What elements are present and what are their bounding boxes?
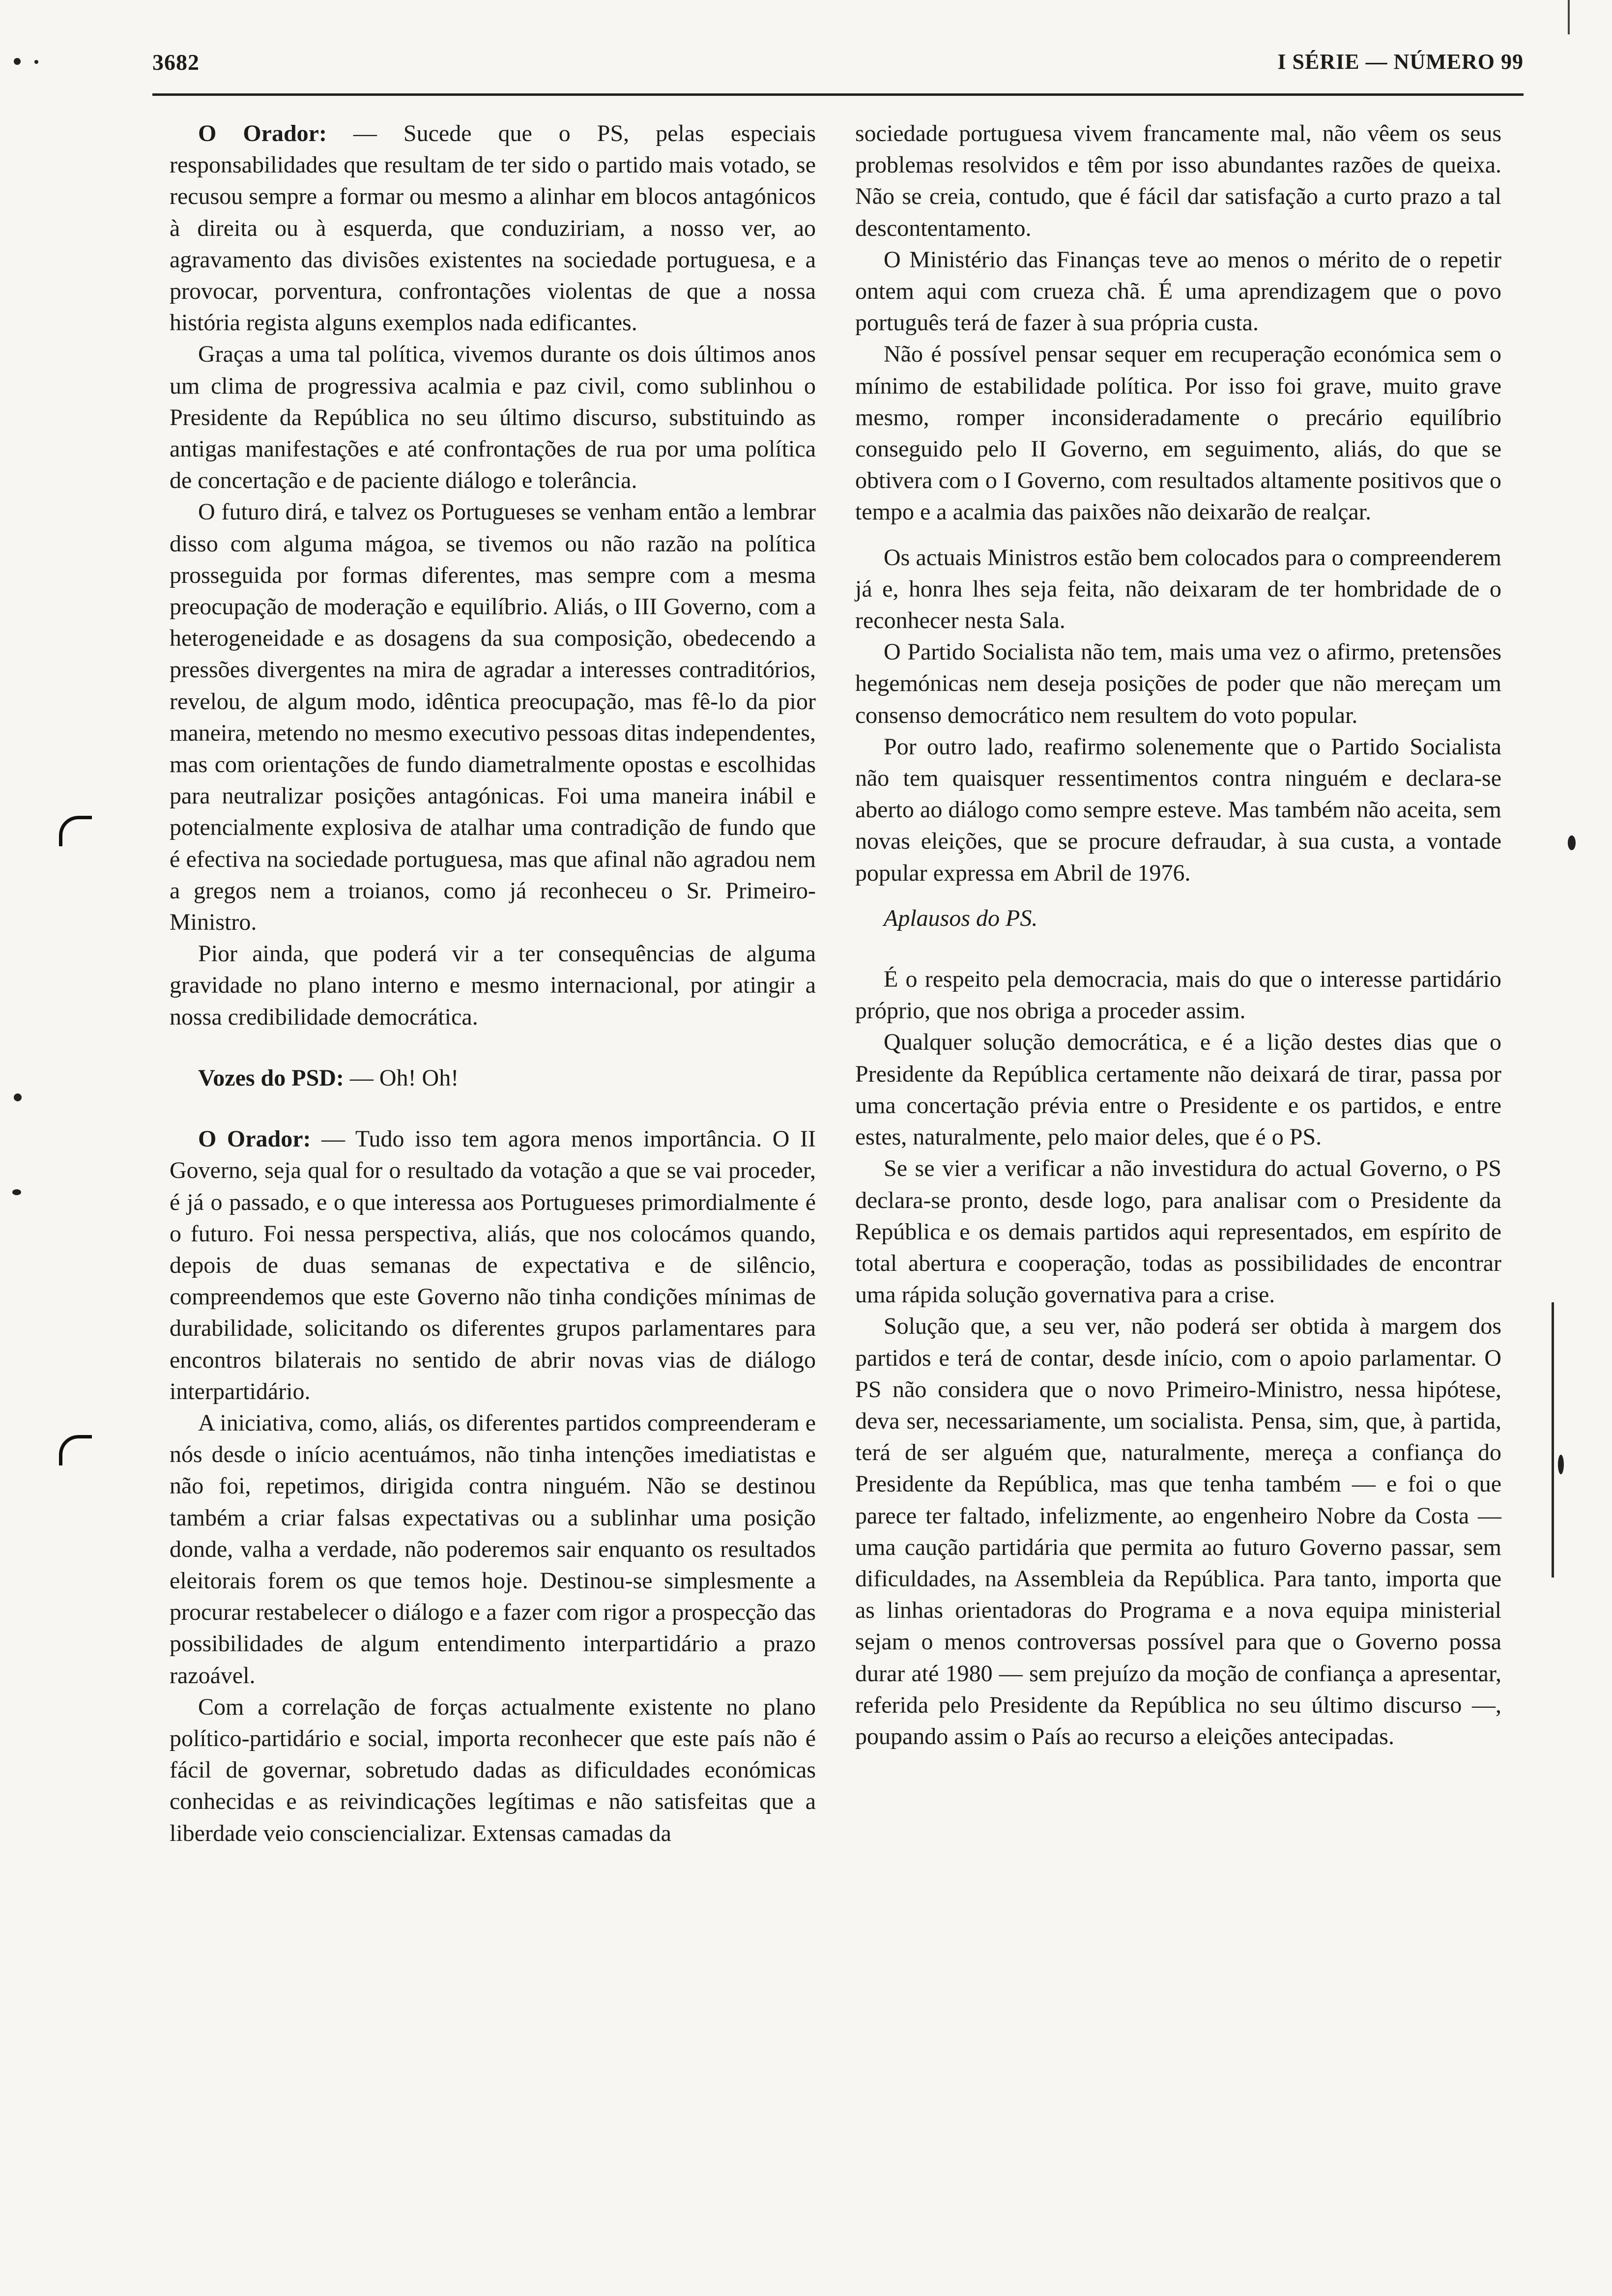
margin-dot: [12, 1189, 21, 1195]
paragraph: [855, 542, 1501, 637]
margin-dot: [14, 1093, 22, 1101]
paragraph: [855, 1027, 1501, 1153]
paragraph: [170, 938, 816, 1033]
paragraph: [855, 1153, 1501, 1311]
paragraph: [170, 1062, 816, 1094]
paragraph: [170, 339, 816, 496]
paragraph-text: sociedade portuguesa vivem francamente mal, não vêem os seus problemas resolvidos e têm por isso abundantes razões de queixa. Não se creia, contudo, que é fácil dar satisfação a curto prazo a tal descontentamento.: [855, 120, 1501, 241]
punch-hole-mark: [59, 816, 92, 846]
punch-hole-mark: [59, 1435, 92, 1465]
margin-dot: [1558, 1455, 1564, 1474]
paragraph: [855, 339, 1501, 528]
paragraph-text: Pior ainda, que poderá vir a ter consequências de alguma gravidade no plano interno e mesmo internacional, por atingir a nossa credibilidade democrática.: [170, 941, 816, 1030]
paragraph-text: Qualquer solução democrática, e é a lição destes dias que o Presidente da República certamente não deixará de tirar, passa por uma concertação prévia entre o Presidente e os partidos, e entre estes, naturalmente, pelo maior deles, que é o PS.: [855, 1029, 1501, 1150]
paragraph-text: — Oh! Oh!: [344, 1064, 459, 1091]
paragraph-text: A iniciativa, como, aliás, os diferentes partidos compreenderam e nós desde o início acentuámos, não tinha intenções imediatistas e não foi, repetimos, dirigida contra ninguém. Não se destinou também a criar falsas expectativas ou a sublinhar uma posição donde, valha a verdade, não poderemos sair enquanto os resultados eleitorais forem os que temos hoje. Destinou-se simplesmente a procurar restabelecer o diálogo e a fazer com rigor a prospecção das possibilidades de algum entendimento interpartidário a prazo razoável.: [170, 1409, 816, 1689]
paragraph: [855, 1311, 1501, 1752]
paragraph-text: — Tudo isso tem agora menos importância. O II Governo, seja qual for o resultado da votação a que se vai proceder, é já o passado, e o que interessa aos Portugueses primordialmente é o futuro. Foi nessa perspectiva, aliás, que nos colocámos quando, depois de duas semanas de expectativa e de silêncio, compreendemos que este Governo não tinha condições mínimas de durabilidade, solicitando os diferentes grupos parlamentares para encontros bilaterais no sentido de abrir novas vias de diálogo interpartidário.: [170, 1126, 816, 1405]
paragraph-text: O Partido Socialista não tem, mais uma vez o afirmo, pretensões hegemónicas nem deseja posições de poder que não mereçam um consenso democrático nem resultem do voto popular.: [855, 639, 1501, 728]
paragraph: [855, 118, 1501, 244]
right-column: [855, 118, 1501, 1752]
page-header: [152, 49, 1524, 96]
corner-rule: [1568, 0, 1570, 34]
paragraph-text: Solução que, a seu ver, não poderá ser obtida à margem dos partidos e terá de contar, desde início, com o apoio parlamentar. O PS não considera que o novo Primeiro-Ministro, nessa hipótese, deva ser, necessariamente, um socialista. Pensa, sim, que, à partida, terá de ser alguém que, naturalmente, mereça a confiança do Presidente da República, mas que tenha também — e foi o que parece ter faltado, infelizmente, ao engenheiro Nobre da Costa — uma caução partidária que permita ao futuro Governo passar, sem dificuldades, na Assembleia da República. Para tanto, importa que as linhas orientadoras do Programa e a nova equipa ministerial sejam o menos controversas possível para que o Governo possa durar até 1980 — sem prejuízo da moção de confiança a apresentar, referida pelo Presidente da República no seu último discurso —, poupando assim o País ao recurso a eleições antecipadas.: [855, 1313, 1501, 1750]
paragraph-text: — Sucede que o PS, pelas especiais responsabilidades que resultam de ter sido o partido mais votado, se recusou sempre a formar ou mesmo a alinhar em blocos antagónicos à direita ou à esquerda, que conduziriam, a nosso ver, ao agravamento das divisões existentes na sociedade portuguesa, e a provocar, porventura, confrontações violentas de que a nossa história regista alguns exemplos nada edificantes.: [170, 120, 816, 336]
margin-dot: [1568, 835, 1576, 850]
margin-rule: [1552, 1302, 1554, 1578]
page-number: 3682: [152, 50, 200, 75]
paragraph: [170, 1407, 816, 1692]
paragraph: [170, 118, 816, 339]
paragraph-text: Se se vier a verificar a não investidura do actual Governo, o PS declara-se pronto, desde logo, para analisar com o Presidente da República e os demais partidos aqui representados, em espírito de total abertura e cooperação, todas as possibilidades de encontrar uma rápida solução governativa para a crise.: [855, 1155, 1501, 1308]
paragraph: [855, 964, 1501, 1027]
left-column: [170, 118, 816, 1849]
margin-dot: [34, 60, 38, 64]
paragraph: [855, 731, 1501, 889]
speaker-name: O Orador:: [198, 120, 327, 146]
paragraph-text: Aplausos do PS.: [884, 905, 1038, 931]
paragraph: [170, 1692, 816, 1849]
paragraph: [170, 1123, 816, 1407]
paragraph-text: Não é possível pensar sequer em recuperação económica sem o mínimo de estabilidade política. Por isso foi grave, muito grave mesmo, romper inconsideradamente o precário equilíbrio conseguido pelo II Governo, em seguimento, aliás, do que se obtivera com o I Governo, com resultados altamente positivos que o tempo e a acalmia das paixões não deixarão de realçar.: [855, 341, 1501, 525]
paragraph-text: O futuro dirá, e talvez os Portugueses se venham então a lembrar disso com alguma mágoa, se tivemos ou não razão na política prosseguida por formas diferentes, mas sempre com a mesma preocupação de moderação e equilíbrio. Aliás, o III Governo, com a heterogeneidade e as dosagens da sua composição, obedecendo a pressões divergentes na mira de agradar a interesses contraditórios, revelou, de algum modo, idêntica preocupação, mas fê-lo da pior maneira, metendo no mesmo executivo pessoas ditas independentes, mas com orientações de fundo diametralmente opostas e escolhidas para neutralizar posições antagónicas. Foi uma maneira inábil e potencialmente explosiva de atalhar uma contradição de fundo que é efectiva na sociedade portuguesa, mas que afinal não agradou nem a gregos nem a troianos, como já reconheceu o Sr. Primeiro-Ministro.: [170, 499, 816, 936]
margin-dot: [14, 58, 21, 65]
paragraph-text: É o respeito pela democracia, mais do que o interesse partidário próprio, que nos obriga a proceder assim.: [855, 966, 1501, 1024]
series-number: I SÉRIE — NÚMERO 99: [1277, 50, 1524, 74]
paragraph-text: O Ministério das Finanças teve ao menos o mérito de o repetir ontem aqui com crueza chã. É uma aprendizagem que o povo português terá de fazer à sua própria custa.: [855, 246, 1501, 336]
speaker-name: O Orador:: [198, 1126, 311, 1152]
paragraph: [855, 244, 1501, 339]
paragraph-text: Com a correlação de forças actualmente existente no plano político-partidário e social, importa reconhecer que este país não é fácil de governar, sobretudo dadas as dificuldades económicas conhecidas e as reivindicações legítimas e não satisfeitas que a liberdade veio consciencializar. Extensas camadas da: [170, 1693, 816, 1846]
interjection: [855, 903, 1501, 934]
paragraph-text: Por outro lado, reafirmo solenemente que o Partido Socialista não tem quaisquer ressentimentos contra ninguém e declara-se aberto ao diálogo como sempre esteve. Mas também não aceita, sem novas eleições, que se procure defraudar, à sua custa, a vontade popular expressa em Abril de 1976.: [855, 733, 1501, 886]
speaker-name: Vozes do PSD:: [198, 1064, 344, 1091]
paragraph-text: Os actuais Ministros estão bem colocados para o compreenderem já e, honra lhes seja feita, não deixaram de ter hombridade de o reconhecer nesta Sala.: [855, 544, 1501, 634]
paragraph: [855, 636, 1501, 731]
paragraph: [170, 496, 816, 938]
paragraph-text: Graças a uma tal política, vivemos durante os dois últimos anos um clima de progressiva acalmia e paz civil, como sublinhou o Presidente da República no seu último discurso, substituindo as antigas manifestações e até confrontações de rua por uma política de concertação e de paciente diálogo e tolerância.: [170, 341, 816, 494]
